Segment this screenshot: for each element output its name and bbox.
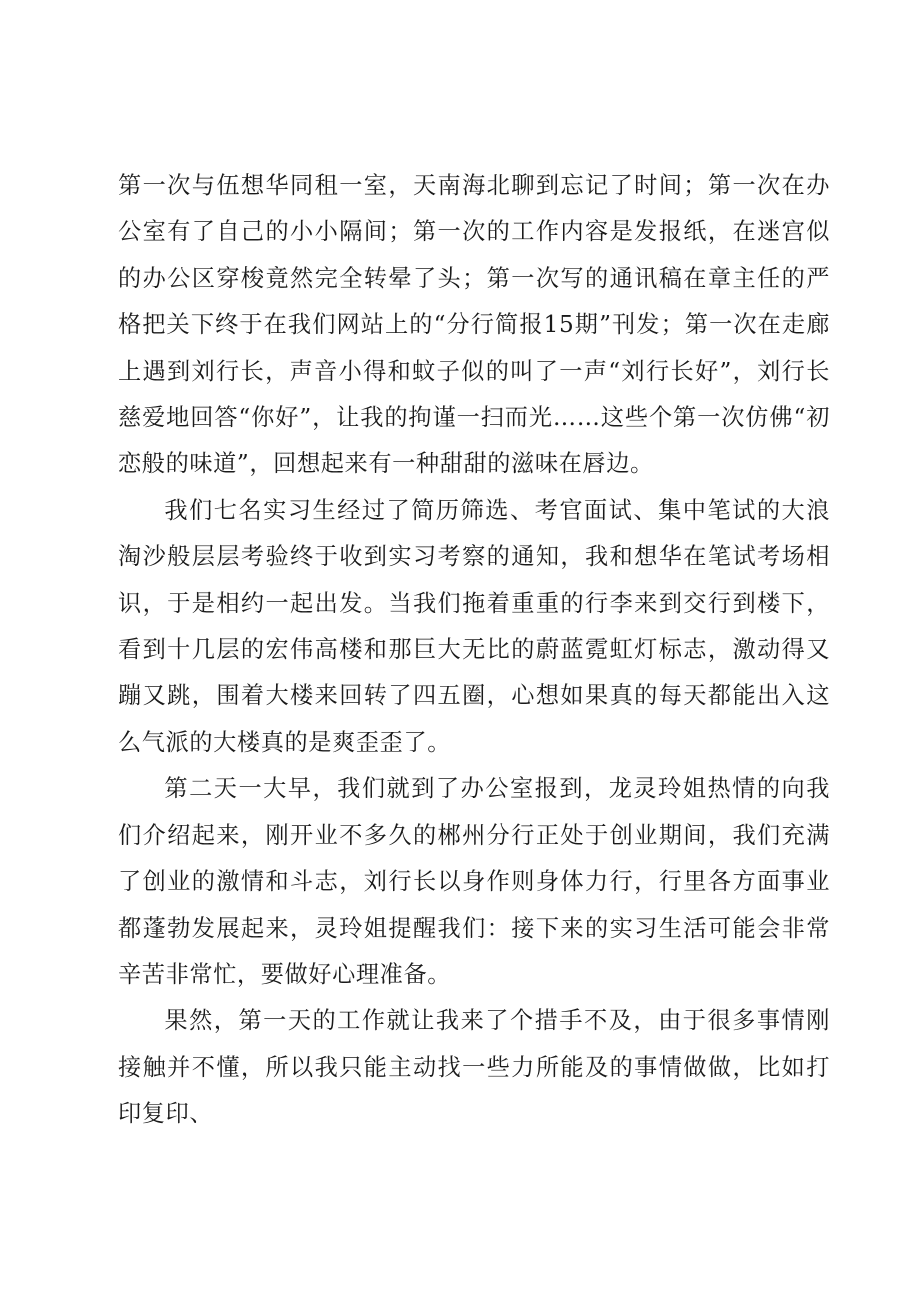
paragraph-1: 第一次与伍想华同租一室，天南海北聊到忘记了时间；第一次在办公室有了自己的小小隔间；第一次的工作内容是发报纸，在迷宫似的办公区穿梭竟然完全转晕了头；第一次写的通讯稿在章主任的严格把关下终于在我们网站上的“分行简报15期”刊发；第一次在走廊上遇到刘行长，声音小得和蚊子似的叫了一声“刘行长好”，刘行长慈爱地回答“你好”，让我的拘谨一扫而光……这些个第一次仿佛“初恋般的味道”，回想起来有一种甜甜的滋味在唇边。	[118, 172, 830, 478]
paragraph-3: 第二天一大早，我们就到了办公室报到，龙灵玲姐热情的向我们介绍起来，刚开业不多久的郴州分行正处于创业期间，我们充满了创业的激情和斗志，刘行长以身作则身体力行，行里各方面事业都蓬勃发展起来，灵玲姐提醒我们：接下来的实习生活可能会非常辛苦非常忙，要做好心理准备。	[118, 775, 830, 988]
document-body	[118, 163, 830, 1138]
paragraph-2: 我们七名实习生经过了简历筛选、考官面试、集中笔试的大浪淘沙般层层考验终于收到实习考察的通知，我和想华在笔试考场相识，于是相约一起出发。当我们拖着重重的行李来到交行到楼下，看到十几层的宏伟高楼和那巨大无比的蔚蓝霓虹灯标志，激动得又蹦又跳，围着大楼来回转了四五圈，心想如果真的每天都能出入这么气派的大楼真的是爽歪歪了。	[118, 496, 830, 756]
paragraph-4: 果然，第一天的工作就让我来了个措手不及，由于很多事情刚接触并不懂，所以我只能主动找一些力所能及的事情做做，比如打印复印、	[118, 1007, 830, 1128]
